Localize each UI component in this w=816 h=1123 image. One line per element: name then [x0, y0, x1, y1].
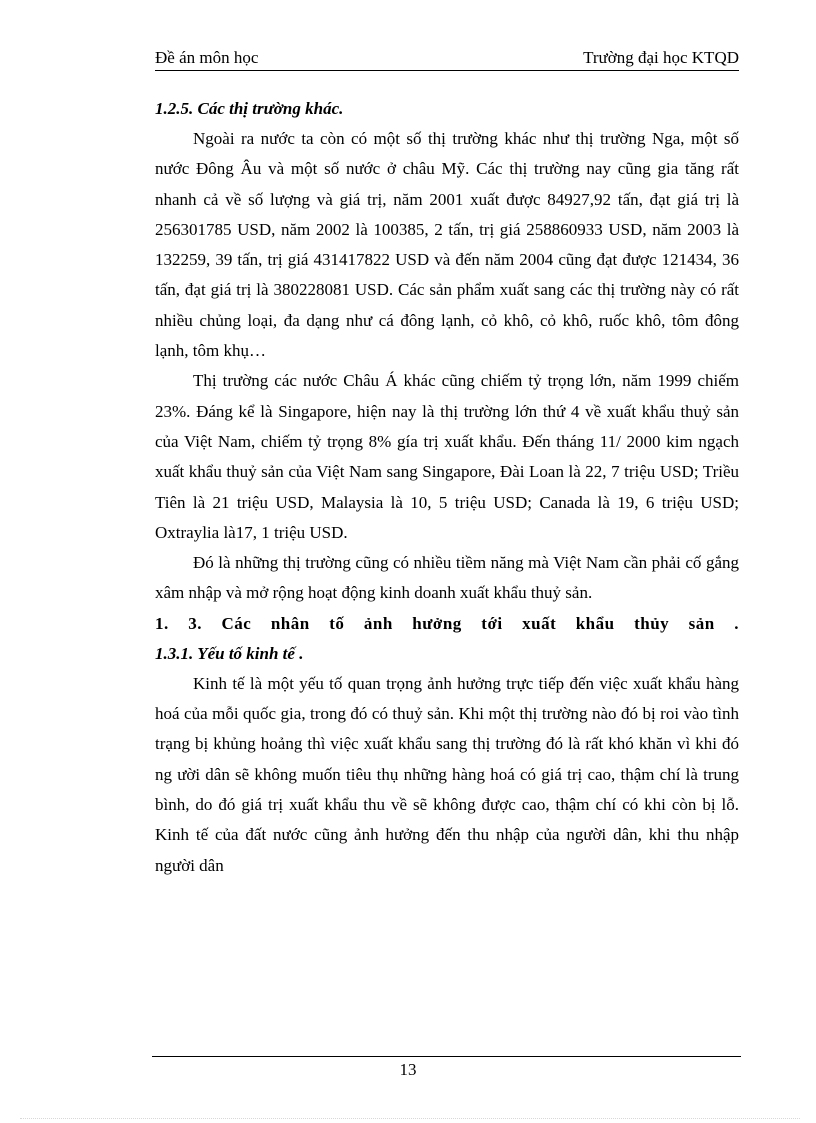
footer-divider: [152, 1056, 741, 1057]
paragraph-economic-factor: Kinh tế là một yếu tố quan trọng ảnh hưởng trực tiếp đến việc xuất khẩu hàng hoá của mỗi quốc gia, trong đó có thuỷ sản. Khi một thị trường nào đó bị roi vào tình trạng bị khủng hoảng thì việc xuất khẩu sang thị trường đó là rất khó khăn vì khi đó ng ười dân sẽ không muốn tiêu thụ những hàng hoá có giá trị cao, thậm chí là trung bình, do đó giá trị xuất khẩu thu về sẽ không được cao, thậm chí có khi còn bị lỗ. Kinh tế của đất nước cũng ảnh hưởng đến thu nhập của người dân, khi thu nhập người dân: [155, 673, 739, 875]
page-content: [155, 94, 739, 881]
heading-1-2-5: 1.2.5. Các thị trường khác.: [155, 99, 344, 118]
page-bottom-edge: [20, 1118, 800, 1119]
heading-1-3-1: 1.3.1. Yếu tố kinh tế .: [155, 643, 304, 663]
paragraph-market-potential: Đó là những thị trường cũng có nhiều tiềm năng mà Việt Nam cần phải cố gắng xâm nhập và mở rộng hoạt động kinh doanh xuất khẩu thuỷ sản.: [155, 553, 739, 603]
header-university-name: Trường đại học KTQD: [583, 48, 739, 67]
paragraph-other-markets: Ngoài ra nước ta còn có một số thị trường khác như thị trường Nga, một số nước Đông Âu và một số nước ở châu Mỹ. Các thị trường nay cũng gia tăng rất nhanh cả về số lượng và giá trị, năm 2001 xuất được 84927,92 tấn, đạt giá trị là 256301785 USD, năm 2002 là 100385, 2 tấn, trị giá 258860933 USD, năm 2003 là 132259, 39 tấn, trị giá 431417822 USD và đến năm 2004 cũng đạt được 121434, 36 tấn, đạt giá trị là 380228081 USD. Các sản phẩm xuất sang các thị trường này có rất nhiều chủng loại, đa dạng như cá đông lạnh, cỏ khô, cỏ khô, ruốc khô, tôm đông lạnh, tôm khụ…: [155, 129, 739, 361]
page-number: 13: [399, 1060, 417, 1079]
paragraph-asian-markets: Thị trường các nước Châu Á khác cũng chiếm tỷ trọng lớn, năm 1999 chiếm 23%. Đáng kể là Singapore, hiện nay là thị trường lớn thứ 4 về xuất khẩu thuỷ sản của Việt Nam, chiếm tỷ trọng 8% gía trị xuất khẩu. Đến tháng 11/ 2000 kim ngạch xuất khẩu thuỷ sản của Việt Nam sang Singapore, Đài Loan là 22, 7 triệu USD; Triều Tiên là 21 triệu USD, Malaysia là 10, 5 triệu USD; Canada là 19, 6 triệu USD; Oxtraylia là17, 1 triệu USD.: [155, 371, 739, 542]
page-header: [155, 48, 739, 71]
header-course-title: Đề án môn học: [155, 48, 259, 67]
heading-1-3: 1. 3. Các nhân tố ảnh hưởng tới xuất khẩu thủy sản .: [155, 613, 739, 633]
